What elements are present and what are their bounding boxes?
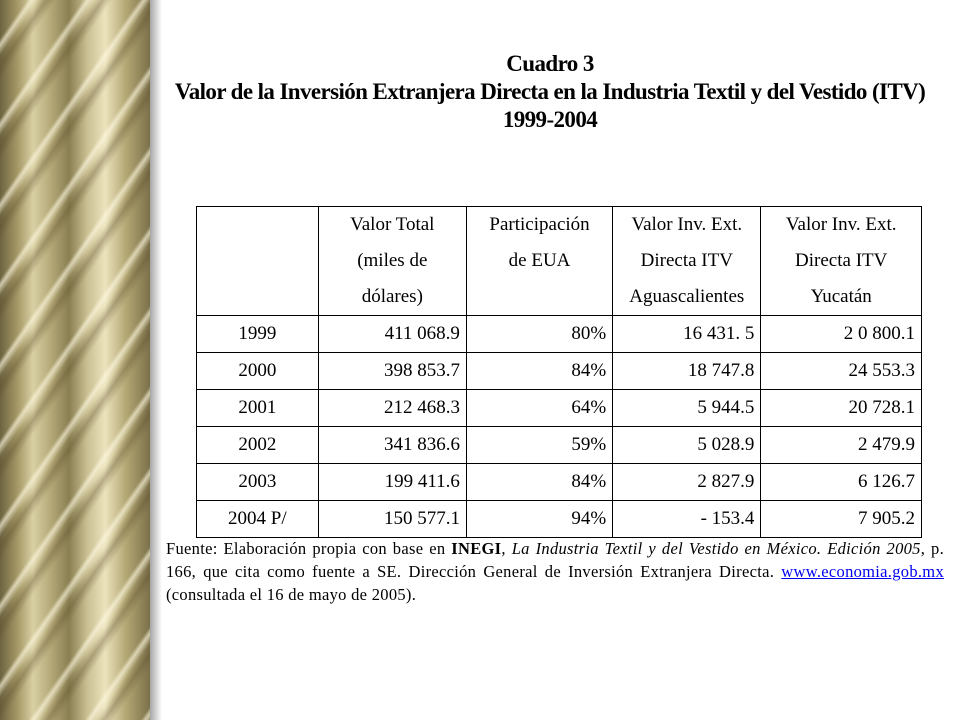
valor-total-cell: 411 068.9	[318, 316, 466, 353]
participacion-cell: 84%	[466, 464, 612, 501]
participacion-cell: 64%	[466, 390, 612, 427]
title-line-2: Valor de la Inversión Extranjera Directa en la Industria Textil y del Vestido (ITV)	[174, 79, 926, 104]
aguascalientes-cell: 5 944.5	[613, 390, 761, 427]
table-row	[197, 427, 922, 464]
table-row	[197, 353, 922, 390]
valor-total-cell: 341 836.6	[318, 427, 466, 464]
slide-title	[160, 50, 940, 134]
aguascalientes-cell: 2 827.9	[613, 464, 761, 501]
table-row	[197, 316, 922, 353]
yucatan-cell: 2 0 800.1	[761, 316, 922, 353]
year-cell: 2003	[197, 464, 319, 501]
investment-table	[196, 206, 922, 538]
yucatan-cell: 7 905.2	[761, 501, 922, 538]
participacion-cell: 94%	[466, 501, 612, 538]
year-cell: 2002	[197, 427, 319, 464]
year-cell: 2004 P/	[197, 501, 319, 538]
header-aguascalientes: Valor Inv. Ext. Directa ITV Aguascalientes	[613, 207, 761, 316]
source-link[interactable]: www.economia.gob.mx	[781, 562, 944, 581]
valor-total-cell: 398 853.7	[318, 353, 466, 390]
title-line-3: 1999-2004	[502, 107, 598, 132]
table-header-row	[197, 207, 922, 316]
valor-total-cell: 150 577.1	[318, 501, 466, 538]
yucatan-cell: 24 553.3	[761, 353, 922, 390]
year-cell: 1999	[197, 316, 319, 353]
table-row	[197, 390, 922, 427]
yucatan-cell: 20 728.1	[761, 390, 922, 427]
yucatan-cell: 6 126.7	[761, 464, 922, 501]
valor-total-cell: 212 468.3	[318, 390, 466, 427]
aguascalientes-cell: 18 747.8	[613, 353, 761, 390]
header-valor-total: Valor Total (miles de dólares)	[318, 207, 466, 316]
source-suffix: (consultada el 16 de mayo de 2005).	[166, 585, 417, 604]
table-row	[197, 501, 922, 538]
title-line-1: Cuadro 3	[506, 51, 594, 76]
yucatan-cell: 2 479.9	[761, 427, 922, 464]
participacion-cell: 59%	[466, 427, 612, 464]
decorative-gold-border	[0, 0, 150, 720]
valor-total-cell: 199 411.6	[318, 464, 466, 501]
aguascalientes-cell: - 153.4	[613, 501, 761, 538]
source-note	[166, 537, 944, 606]
header-participacion: Participación de EUA	[466, 207, 612, 316]
year-cell: 2001	[197, 390, 319, 427]
header-yucatan: Valor Inv. Ext. Directa ITV Yucatán	[761, 207, 922, 316]
table-row	[197, 464, 922, 501]
participacion-cell: 84%	[466, 353, 612, 390]
source-org: INEGI	[451, 539, 502, 558]
source-prefix: Fuente: Elaboración propia con base en	[166, 539, 452, 558]
source-book-title: La Industria Textil y del Vestido en México. Edición 2005	[511, 539, 921, 558]
year-cell: 2000	[197, 353, 319, 390]
aguascalientes-cell: 16 431. 5	[613, 316, 761, 353]
source-middle: , p. 166, que cita como fuente a SE. Dirección General de Inversión Extranjera Directa.	[166, 539, 944, 581]
source-sep: ,	[501, 539, 512, 558]
aguascalientes-cell: 5 028.9	[613, 427, 761, 464]
header-cell-empty	[197, 207, 319, 316]
participacion-cell: 80%	[466, 316, 612, 353]
